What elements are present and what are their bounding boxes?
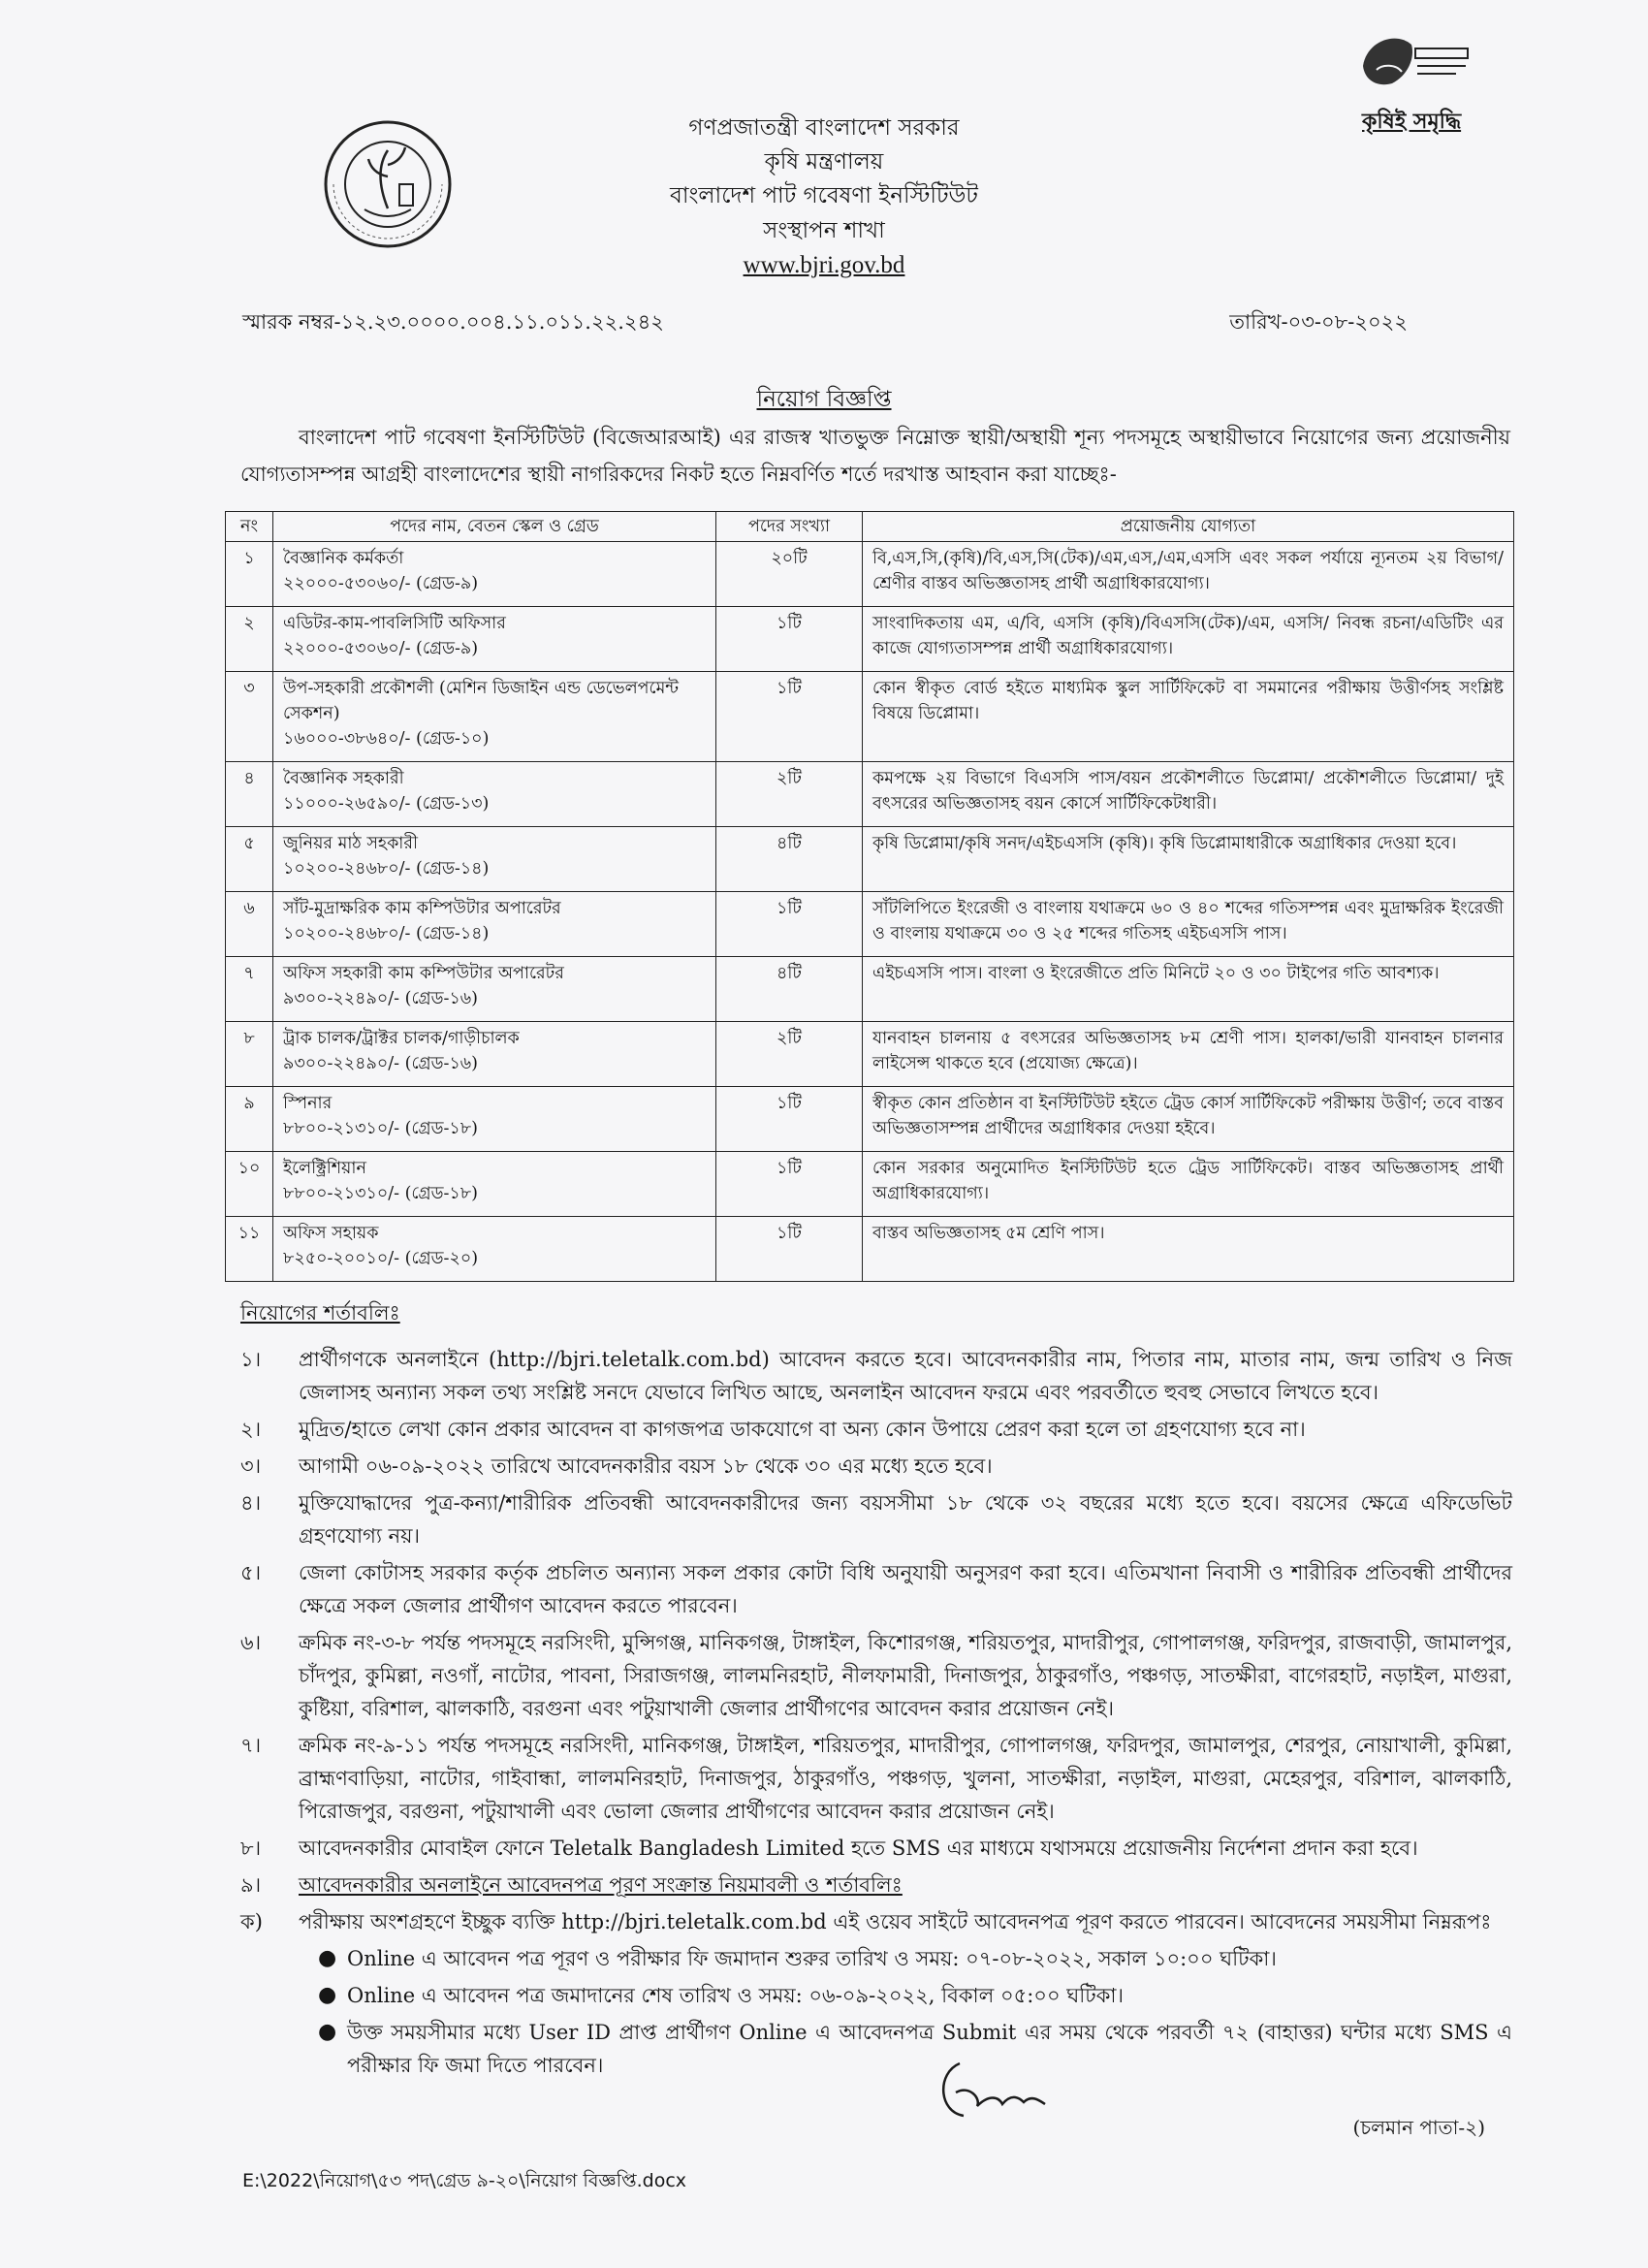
continuation-note: (চলমান পাতা-২): [1352, 2116, 1485, 2139]
row-no: ২: [226, 607, 273, 672]
table-header-row: [226, 512, 1514, 542]
table-row: [226, 1152, 1514, 1217]
file-path: E:\2022\নিয়োগ\৫৩ পদ\গ্রেড ৯-২০\নিয়োগ বিজ্ঞপ্তি.docx: [242, 2170, 687, 2191]
post-name: বৈজ্ঞানিক কর্মকর্তা: [283, 549, 404, 568]
post-name: স্পিনার: [283, 1094, 333, 1113]
post-qualification: স্বীকৃত কোন প্রতিষ্ঠান বা ইনস্টিটিউট হইতে ট্রেড কোর্স সার্টিফিকেট পরীক্ষায় উত্তীর্ণ; তবে বাস্তব অভিজ্ঞতাসম্পন্ন প্রার্থীদের অগ্রাধিকার দেওয়া হইবে।: [863, 1087, 1514, 1152]
condition-text: জেলা কোটাসহ সরকার কর্তৃক প্রচলিত অন্যান্য সকল প্রকার কোটা বিধি অনুযায়ী অনুসরণ করা হবে। এতিমখানা নিবাসী ও শারীরিক প্রতিবন্ধী প্রার্থীদের ক্ষেত্রে সকল জেলার প্রার্থীগণ আবেদন করতে পারবেন।: [299, 1561, 1512, 1617]
post-qualification: এইচএসসি পাস। বাংলা ও ইংরেজীতে প্রতি মিনিটে ২০ ও ৩০ টাইপের গতি আবশ্যক।: [863, 957, 1514, 1022]
post-count: ২টি: [716, 762, 863, 827]
row-no: ৪: [226, 762, 273, 827]
deadline-text: উক্ত সময়সীমার মধ্যে User ID প্রাপ্ত প্রার্থীগণ Online এ আবেদনপত্র Submit এর সময় থেকে পরবর্তী ৭২ (বাহাত্তর) ঘন্টার মধ্যে SMS এ পরীক্ষার ফি জমা দিতে পারবেন।: [347, 2021, 1512, 2077]
post-name: সাঁট-মুদ্রাক্ষরিক কাম কম্পিউটার অপারেটর: [283, 899, 561, 918]
post-count: ৪টি: [716, 957, 863, 1022]
ministry-name: কৃষি মন্ত্রণালয়: [764, 149, 884, 175]
post-cell: [273, 762, 716, 827]
post-scale: ১০২০০-২৪৬৮০/- (গ্রেড-১৪): [283, 924, 490, 943]
table-row: [226, 1022, 1514, 1087]
post-qualification: বাস্তব অভিজ্ঞতাসহ ৫ম শ্রেণি পাস।: [863, 1217, 1514, 1282]
deadline-text: Online এ আবেদন পত্র জমাদানের শেষ তারিখ ও সময়: ০৬-০৯-২০২২, বিকাল ০৫:০০ ঘটিকা।: [347, 1984, 1124, 2007]
bullet-icon: ●: [318, 2020, 337, 2044]
col-header-count: পদের সংখ্যা: [716, 512, 863, 542]
post-cell: [273, 1217, 716, 1282]
post-qualification: বি,এস,সি,(কৃষি)/বি,এস,সি(টেক)/এম,এস,/এম,এসসি এবং সকল পর্যায়ে ন্যূনতম ২য় বিভাগ/শ্রেণীর বাস্তব অভিজ্ঞতাসহ প্রার্থী অগ্রাধিকারযোগ্য।: [863, 542, 1514, 607]
post-name: ট্রাক চালক/ট্রাক্টর চালক/গাড়ীচালক: [283, 1029, 520, 1048]
post-count: ১টি: [716, 1152, 863, 1217]
row-no: ১০: [226, 1152, 273, 1217]
conditions-title: নিয়োগের শর্তাবলিঃ: [240, 1301, 400, 1325]
table-row: [226, 957, 1514, 1022]
post-scale: ৯৩০০-২২৪৯০/- (গ্রেড-১৬): [283, 1054, 479, 1073]
government-name: গণপ্রজাতন্ত্রী বাংলাদেশ সরকার: [688, 115, 960, 141]
condition-number: ৭।: [240, 1734, 262, 1757]
intro-paragraph: বাংলাদেশ পাট গবেষণা ইনস্টিটিউট (বিজেআরআই) এর রাজস্ব খাতভুক্ত নিম্নোক্ত স্থায়ী/অস্থায়ী শূন্য পদসমূহে অস্থায়ীভাবে নিয়োগের জন্য প্রয়োজনীয় যোগ্যতাসম্পন্ন আগ্রহী বাংলাদেশের স্থায়ী নাগরিকদের নিকট হতে নিম্নবর্ণিত শর্তে দরখাস্ত আহবান করা যাচ্ছেঃ-: [240, 426, 1510, 486]
post-scale: ৮২৫০-২০০১০/- (গ্রেড-২০): [283, 1249, 479, 1268]
condition-item: [240, 1413, 1512, 1446]
post-count: ১টি: [716, 1087, 863, 1152]
post-count: ৪টি: [716, 827, 863, 892]
post-cell: [273, 1087, 716, 1152]
signature-icon: [931, 2056, 1057, 2124]
deadline-list: [318, 1942, 1512, 2082]
memo-number: স্মারক নম্বর-১২.২৩.০০০০.০০৪.১১.০১১.২২.২৪২: [242, 310, 664, 334]
post-qualification: কোন সরকার অনুমোদিত ইনস্টিটিউট হতে ট্রেড সার্টিফিকেট। বাস্তব অভিজ্ঞতাসহ প্রার্থী অগ্রাধিকারযোগ্য।: [863, 1152, 1514, 1217]
table-row: [226, 672, 1514, 762]
condition-text: পরীক্ষায় অংশগ্রহণে ইচ্ছুক ব্যক্তি http://bjri.teletalk.com.bd এই ওয়েব সাইটে আবেদনপত্র পূরণ করতে পারবেন। আবেদনের সময়সীমা নিম্নরূপঃ: [299, 1910, 1492, 1933]
post-cell: [273, 827, 716, 892]
bullet-icon: ●: [318, 1946, 337, 1970]
condition-text: আবেদনকারীর মোবাইল ফোনে Teletalk Bangladesh Limited হতে SMS এর মাধ্যমে যথাসময়ে প্রয়োজনীয় নির্দেশনা প্রদান করা হবে।: [299, 1837, 1418, 1860]
row-no: ৬: [226, 892, 273, 957]
post-scale: ২২০০০-৫৩০৬০/- (গ্রেড-৯): [283, 574, 479, 593]
condition-number: ১।: [240, 1348, 262, 1371]
post-name: জুনিয়র মাঠ সহকারী: [283, 834, 419, 853]
condition-text: ক্রমিক নং-৩-৮ পর্যন্ত পদসমূহে নরসিংদী, মুন্সিগঞ্জ, মানিকগঞ্জ, টাঙ্গাইল, কিশোরগঞ্জ, শরিয়তপুর, মাদারীপুর, গোপালগঞ্জ, ফরিদপুর, রাজবাড়ী, জামালপুর, চাঁদপুর, কুমিল্লা, নওগাঁ, নাটোর, পাবনা, সিরাজগঞ্জ, লালমনিরহাট, নীলফামারী, দিনাজপুর, ঠাকুরগাঁও, পঞ্চগড়, সাতক্ষীরা, বাগেরহাট, নড়াইল, মাগুরা, কুষ্টিয়া, বরিশাল, ঝালকাঠি, বরগুনা এবং পটুয়াখালী জেলার প্রার্থীগণের আবেদন করার প্রয়োজন নেই।: [299, 1631, 1512, 1720]
motto-text: কৃষিই সমৃদ্ধি: [1362, 109, 1462, 134]
post-name: এডিটর-কাম-পাবলিসিটি অফিসার: [283, 614, 506, 633]
post-scale: ৯৩০০-২২৪৯০/- (গ্রেড-১৬): [283, 989, 479, 1008]
post-count: ১টি: [716, 1217, 863, 1282]
condition-text: মুদ্রিত/হাতে লেখা কোন প্রকার আবেদন বা কাগজপত্র ডাকযোগে বা অন্য কোন উপায়ে প্রেরণ করা হলে তা গ্রহণযোগ্য হবে না।: [299, 1418, 1306, 1441]
row-no: ৮: [226, 1022, 273, 1087]
bullet-icon: ●: [318, 1983, 337, 2007]
deadline-text: Online এ আবেদন পত্র পূরণ ও পরীক্ষার ফি জমাদান শুরুর তারিখ ও সময়: ০৭-০৮-২০২২, সকাল ১০:০০ ঘটিকা।: [347, 1947, 1277, 1970]
post-name: অফিস সহকারী কাম কম্পিউটার অপারেটর: [283, 964, 564, 983]
post-qualification: সাঁটলিপিতে ইংরেজী ও বাংলায় যথাক্রমে ৬০ ও ৪০ শব্দের গতিসম্পন্ন এবং মুদ্রাক্ষরিক ইংরেজী ও বাংলায় যথাক্রমে ৩০ ও ২৫ শব্দের গতিসহ এইচএসসি পাস।: [863, 892, 1514, 957]
conditions-list: [240, 1343, 1512, 2086]
row-no: ১১: [226, 1217, 273, 1282]
row-no: ৩: [226, 672, 273, 762]
notice-title: নিয়োগ বিজ্ঞপ্তি: [756, 387, 892, 412]
post-scale: ১১০০০-২৬৫৯০/- (গ্রেড-১৩): [283, 794, 490, 814]
condition-item: [240, 1905, 1512, 1938]
post-scale: ১০২০০-২৪৬৮০/- (গ্রেড-১৪): [283, 859, 490, 878]
post-name: উপ-সহকারী প্রকৌশলী (মেশিন ডিজাইন এন্ড ডেভেলপমেন্ট সেকশন): [283, 679, 680, 723]
post-count: ১টি: [716, 892, 863, 957]
condition-item: [240, 1869, 1512, 1901]
post-qualification: যানবাহন চালনায় ৫ বৎসরের অভিজ্ঞতাসহ ৮ম শ্রেণী পাস। হালকা/ভারী যানবাহন চালনার লাইসেন্স থাকতে হবে (প্রযোজ্য ক্ষেত্রে)।: [863, 1022, 1514, 1087]
post-count: ২০টি: [716, 542, 863, 607]
col-header-qualification: প্রয়োজনীয় যোগ্যতা: [863, 512, 1514, 542]
posts-table: [225, 511, 1514, 1282]
condition-item: [240, 1486, 1512, 1552]
post-name: ইলেক্ট্রিশিয়ান: [283, 1159, 366, 1178]
table-row: [226, 1087, 1514, 1152]
branch-name: সংস্থাপন শাখা: [763, 218, 885, 243]
table-row: [226, 892, 1514, 957]
condition-number: ৪।: [240, 1491, 262, 1515]
list-item: [318, 1979, 1512, 2012]
row-no: ৯: [226, 1087, 273, 1152]
post-qualification: সাংবাদিকতায় এম, এ/বি, এসসি (কৃষি)/বিএসসি(টেক)/এম, এসসি/ নিবন্ধ রচনা/এডিটিং এর কাজে যোগ্যতাসম্পন্ন প্রার্থী অগ্রাধিকারযোগ্য।: [863, 607, 1514, 672]
condition-text: ক্রমিক নং-৯-১১ পর্যন্ত পদসমূহে নরসিংদী, মানিকগঞ্জ, টাঙ্গাইল, শরিয়তপুর, মাদারীপুর, গোপালগঞ্জ, ফরিদপুর, জামালপুর, শেরপুর, নোয়াখালী, কুমিল্লা, ব্রাহ্মণবাড়িয়া, নাটোর, গাইবান্ধা, লালমনিরহাট, দিনাজপুর, ঠাকুরগাঁও, পঞ্চগড়, খুলনা, সাতক্ষীরা, নড়াইল, মাগুরা, মেহেরপুর, বরিশাল, ঝালকাঠি, পিরোজপুর, বরগুনা, পটুয়াখালী এবং ভোলা জেলার প্রার্থীগণের আবেদন করার প্রয়োজন নেই।: [299, 1734, 1512, 1823]
post-cell: [273, 1022, 716, 1087]
condition-number: ক): [240, 1910, 263, 1933]
list-item: [318, 1942, 1512, 1975]
post-cell: [273, 957, 716, 1022]
condition-text: আবেদনকারীর অনলাইনে আবেদনপত্র পূরণ সংক্রান্ত নিয়মাবলী ও শর্তাবলিঃ: [299, 1873, 903, 1897]
condition-number: ৮।: [240, 1837, 262, 1860]
condition-number: ৬।: [240, 1631, 262, 1654]
condition-item: [240, 1729, 1512, 1828]
post-name: বৈজ্ঞানিক সহকারী: [283, 769, 404, 788]
condition-item: [240, 1626, 1512, 1725]
post-count: ১টি: [716, 607, 863, 672]
post-qualification: কোন স্বীকৃত বোর্ড হইতে মাধ্যমিক স্কুল সার্টিফিকেট বা সমমানের পরীক্ষায় উত্তীর্ণসহ সংশ্লিষ্ট বিষয়ে ডিপ্লোমা।: [863, 672, 1514, 762]
condition-text: প্রার্থীগণকে অনলাইনে (http://bjri.teletalk.com.bd) আবেদন করতে হবে। আবেদনকারীর নাম, পিতার নাম, মাতার নাম, জন্ম তারিখ ও নিজ জেলাসহ অন্যান্য সকল তথ্য সংশ্লিষ্ট সনদে যেভাবে লিখিত আছে, অনলাইন আবেদন ফরমে এবং পরবর্তীতে হুবহু সেভাবে লিখতে হবে।: [299, 1348, 1512, 1404]
notice-date: তারিখ-০৩-০৮-২০২২: [1229, 310, 1408, 334]
condition-item: [240, 1450, 1512, 1483]
row-no: ৫: [226, 827, 273, 892]
condition-number: ২।: [240, 1418, 262, 1441]
condition-number: ৩।: [240, 1454, 262, 1478]
post-cell: [273, 892, 716, 957]
condition-item: [240, 1556, 1512, 1622]
table-row: [226, 542, 1514, 607]
row-no: ৭: [226, 957, 273, 1022]
post-scale: ২২০০০-৫৩০৬০/- (গ্রেড-৯): [283, 639, 479, 658]
post-qualification: কৃষি ডিপ্লোমা/কৃষি সনদ/এইচএসসি (কৃষি)। কৃষি ডিপ্লোমাধারীকে অগ্রাধিকার দেওয়া হবে।: [863, 827, 1514, 892]
post-cell: [273, 672, 716, 762]
post-count: ২টি: [716, 1022, 863, 1087]
condition-text: মুক্তিযোদ্ধাদের পুত্র-কন্যা/শারীরিক প্রতিবন্ধী আবেদনকারীদের জন্য বয়সসীমা ১৮ থেকে ৩২ বছরের মধ্যে হতে হবে। বয়সের ক্ষেত্রে এফিডেভিট গ্রহণযোগ্য নয়।: [299, 1491, 1512, 1548]
mujib-emblem-icon: [1357, 27, 1474, 97]
row-no: ১: [226, 542, 273, 607]
post-scale: ৮৮০০-২১৩১০/- (গ্রেড-১৮): [283, 1184, 478, 1203]
list-item: [318, 2016, 1512, 2082]
table-row: [226, 1217, 1514, 1282]
institute-name: বাংলাদেশ পাট গবেষণা ইনস্টিটিউট: [670, 183, 978, 208]
condition-text: আগামী ০৬-০৯-২০২২ তারিখে আবেদনকারীর বয়স ১৮ থেকে ৩০ এর মধ্যে হতে হবে।: [299, 1454, 993, 1478]
table-row: [226, 607, 1514, 672]
post-scale: ৮৮০০-২১৩১০/- (গ্রেড-১৮): [283, 1119, 478, 1138]
condition-item: [240, 1343, 1512, 1409]
post-qualification: কমপক্ষে ২য় বিভাগে বিএসসি পাস/বয়ন প্রকৌশলীতে ডিপ্লোমা/ প্রকৌশলীতে ডিপ্লোমা/ দুই বৎসরের অভিজ্ঞতাসহ বয়ন কোর্সে সার্টিফিকেটধারী।: [863, 762, 1514, 827]
post-cell: [273, 542, 716, 607]
col-header-no: নং: [226, 512, 273, 542]
condition-number: ৫।: [240, 1561, 262, 1584]
condition-number: ৯।: [240, 1873, 262, 1897]
post-cell: [273, 607, 716, 672]
table-row: [226, 762, 1514, 827]
post-count: ১টি: [716, 672, 863, 762]
post-cell: [273, 1152, 716, 1217]
condition-item: [240, 1832, 1512, 1865]
table-row: [226, 827, 1514, 892]
post-name: অফিস সহায়ক: [283, 1224, 379, 1243]
col-header-name: পদের নাম, বেতন স্কেল ও গ্রেড: [273, 512, 716, 542]
post-scale: ১৬০০০-৩৮৬৪০/- (গ্রেড-১০): [283, 729, 490, 749]
website-link[interactable]: www.bjri.gov.bd: [743, 252, 905, 278]
